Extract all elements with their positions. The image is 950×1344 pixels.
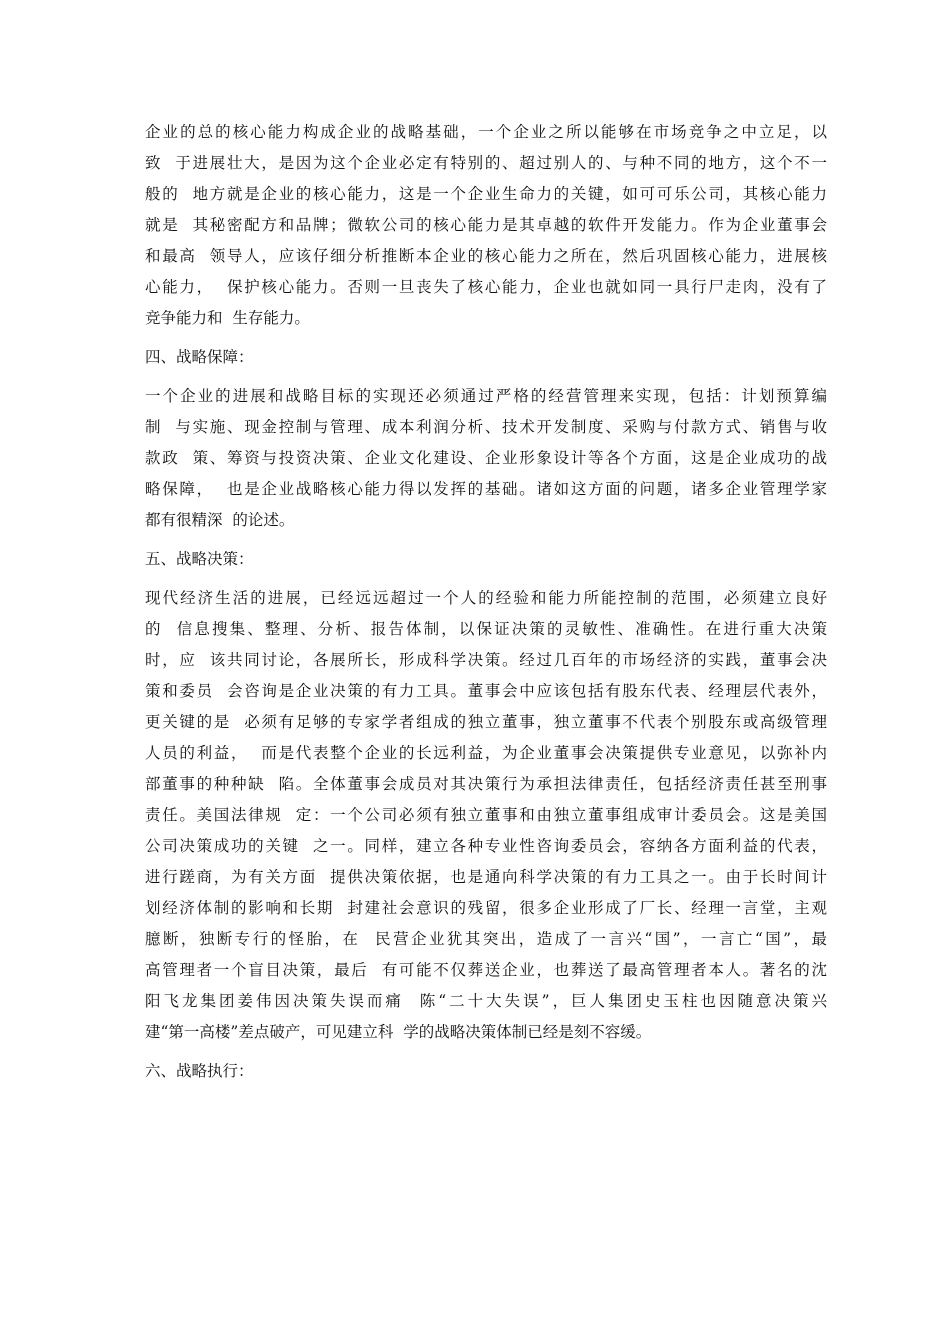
- text-line: 的 信息搜集、整理、分析、报告体制，以保证决策的灵敏性、准确性。在进行重大决策: [145, 620, 827, 638]
- text-line: 都有很精深 的论述。: [145, 511, 295, 529]
- document-body: [145, 117, 827, 1095]
- text-line: 建“第一高楼”差点破产，可见建立科 学的战略决策体制已经是刻不容缓。: [145, 1023, 652, 1041]
- text-line: 公司决策成功的关键 之一。同样，建立各种专业性咨询委员会，容纳各方面利益的代表，: [145, 837, 827, 855]
- text-line: 人员的利益， 而是代表整个企业的长远利益，为企业董事会决策提供专业意见，以弥补内: [145, 744, 827, 762]
- paragraph-strategy-guarantee: [145, 381, 827, 536]
- text-line: 就是 其秘密配方和品牌；微软公司的核心能力是其卓越的软件开发能力。作为企业董事会: [145, 216, 827, 234]
- section-heading-strategy-decision: 五、战略决策：: [145, 550, 254, 568]
- text-line: 现代经济生活的进展，已经远远超过一个人的经验和能力所能控制的范围，必须建立良好: [145, 589, 827, 607]
- text-line: 致 于进展壮大，是因为这个企业必定有特别的、超过别人的、与种不同的地方，这个不一: [145, 154, 827, 172]
- section-heading-strategy-execution: 六、战略执行：: [145, 1062, 254, 1080]
- text-line: 般的 地方就是企业的核心能力，这是一个企业生命力的关键，如可可乐公司，其核心能力: [145, 185, 827, 203]
- paragraph-core-competence: [145, 117, 827, 334]
- text-line: 一个企业的进展和战略目标的实现还必须通过严格的经营管理来实现，包括：计划预算编: [145, 387, 827, 405]
- text-line: 款政 策、筹资与投资决策、企业文化建设、企业形象设计等各个方面，这是企业成功的战: [145, 449, 827, 467]
- text-line: 竞争能力和 生存能力。: [145, 309, 310, 327]
- text-line: 划经济体制的影响和长期 封建社会意识的残留，很多企业形成了厂长、经理一言堂，主观: [145, 899, 827, 917]
- text-line: 和最高 领导人，应该仔细分析推断本企业的核心能力之所在，然后巩固核心能力，进展核: [145, 247, 827, 265]
- text-line: 略保障， 也是企业战略核心能力得以发挥的基础。诸如这方面的问题，诸多企业管理学家: [145, 480, 827, 498]
- section-heading-strategy-guarantee: 四、战略保障：: [145, 348, 254, 366]
- text-line: 高管理者一个盲目决策，最后 有可能不仅葬送企业，也葬送了最高管理者本人。著名的沈: [145, 961, 827, 979]
- text-line: 策和委员 会咨询是企业决策的有力工具。董事会中应该包括有股东代表、经理层代表外，: [145, 682, 827, 700]
- text-line: 部董事的种种缺 陷。全体董事会成员对其决策行为承担法律责任，包括经济责任甚至刑事: [145, 775, 827, 793]
- text-line: 责任。美国法律规 定：一个公司必须有独立董事和由独立董事组成审计委员会。这是美国: [145, 806, 827, 824]
- text-line: 时，应 该共同讨论，各展所长，形成科学决策。经过几百年的市场经济的实践，董事会决: [145, 651, 827, 669]
- text-line: 臆断，独断专行的怪胎，在 民营企业犹其突出，造成了一言兴“国”，一言亡“国”，最: [145, 930, 827, 948]
- paragraph-strategy-decision: [145, 583, 827, 1048]
- text-line: 更关键的是 必须有足够的专家学者组成的独立董事，独立董事不代表个别股东或高级管理: [145, 713, 827, 731]
- text-line: 进行蹉商，为有关方面 提供决策依据，也是通向科学决策的有力工具之一。由于长时间计: [145, 868, 827, 886]
- text-line: 企业的总的核心能力构成企业的战略基础，一个企业之所以能够在市场竞争之中立足，以: [145, 123, 827, 141]
- text-line: 制 与实施、现金控制与管理、成本利润分析、技术开发制度、采购与付款方式、销售与收: [145, 418, 827, 436]
- text-line: 阳飞龙集团姜伟因决策失误而痛 陈“二十大失误”，巨人集团史玉柱也因随意决策兴: [145, 992, 827, 1010]
- text-line: 心能力， 保护核心能力。否则一旦丧失了核心能力，企业也就如同一具行尸走肉，没有了: [145, 278, 827, 296]
